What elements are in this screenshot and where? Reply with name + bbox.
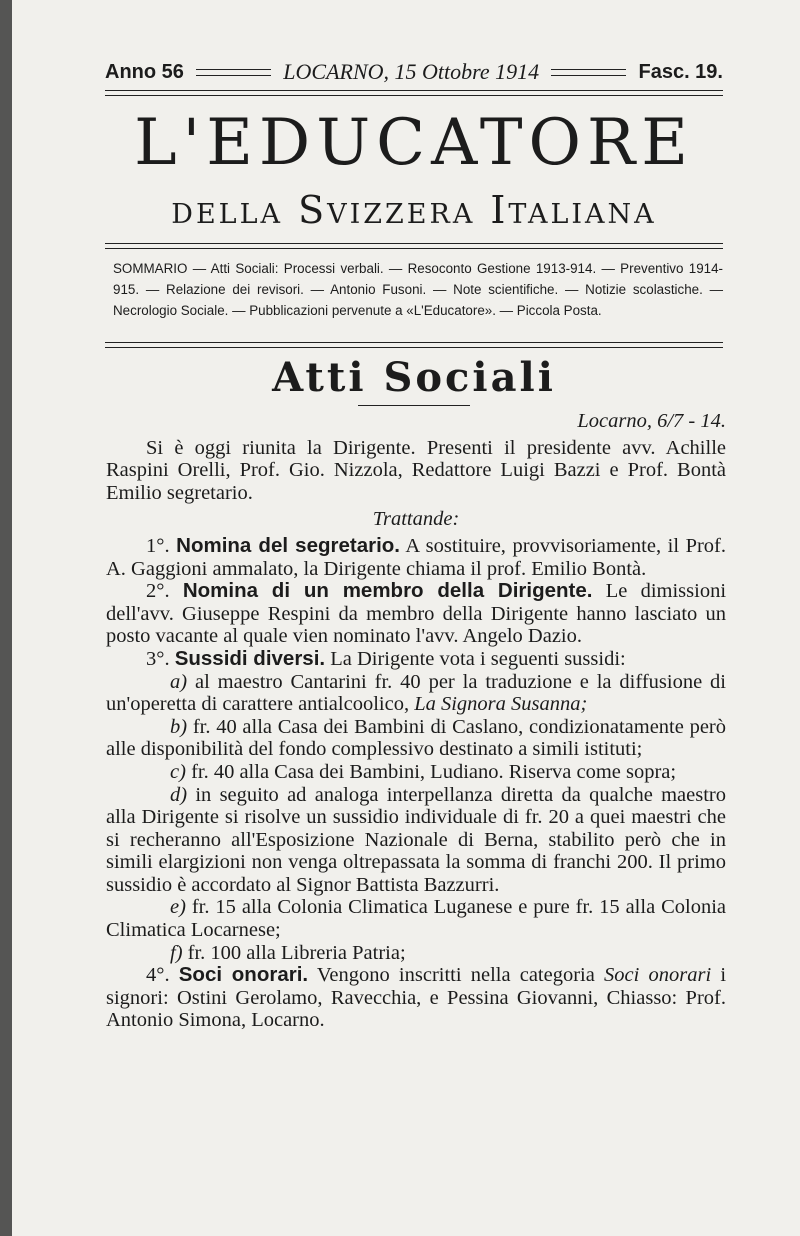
intro-paragraph: Si è oggi riunita la Dirigente. Presenti il presidente avv. Achille Raspini Orelli, Prof. Gio. Nizzola, Redattore Luigi Bazzi e Prof. Bontà Emilio segretario. xyxy=(106,436,726,504)
page-edge-shadow xyxy=(0,0,12,1236)
masthead-divider xyxy=(105,90,723,96)
subsidy-d: d) in seguito ad analoga interpellanza diretta da qualche maestro alla Dirigente si risolve un sussidio individuale di fr. 20 a quei maestri che si recheranno all'Esposizione Nazionale di Berna, stabilito però che in simili elargizioni non venga oltrepassata la somma di franchi 200. Il primo sussidio è accordato al Signor Battista Bazzurri. xyxy=(106,783,727,896)
masthead-rule-right xyxy=(551,69,626,76)
journal-subtitle: della Svizzera Italiana xyxy=(171,188,657,232)
subsidy-f: f) fr. 100 alla Libreria Patria; xyxy=(170,941,406,964)
subsidy-a: a) al maestro Cantarini fr. 40 per la traduzione e la diffusione di un'operetta di carattere antialcoolico, La Signora Susanna; xyxy=(106,670,727,716)
agenda-item-2: 2°. Nomina di un membro della Dirigente. Le dimissioni dell'avv. Giuseppe Respini da membro della Dirigente hanno lasciato un posto vacante al quale vien nominato l'avv. Angelo Dazio. xyxy=(106,579,727,648)
journal-title: L'EDUCATORE xyxy=(134,106,694,180)
place-date: LOCARNO, 15 Ottobre 1914 xyxy=(283,59,540,84)
issue-number: Fasc. 19. xyxy=(638,60,723,83)
subsidy-e: e) fr. 15 alla Colonia Climatica Luganese e pure fr. 15 alla Colonia Climatica Locarnese; xyxy=(106,896,726,942)
agenda-item-3: 3°. Sussidi diversi. La Dirigente vota i seguenti sussidi: xyxy=(146,646,626,670)
subsidy-b: b) fr. 40 alla Casa dei Bambini di Caslano, condizionatamente però alle disponibilità del fondo complessivo destinato a simili istituti; xyxy=(106,715,726,761)
issue-year: Anno 56 xyxy=(105,60,184,83)
agenda-heading: Trattande: xyxy=(372,508,460,531)
dateline: Locarno, 6/7 - 14. xyxy=(577,410,726,432)
masthead-rule-left xyxy=(196,69,271,76)
summary-divider xyxy=(105,342,723,348)
article-body xyxy=(106,410,726,1032)
section-underline xyxy=(358,405,470,406)
title-divider xyxy=(105,243,723,249)
masthead-line xyxy=(105,58,723,86)
subsidy-c: c) fr. 40 alla Casa dei Bambini, Ludiano. Riserva come sopra; xyxy=(170,760,677,783)
agenda-item-1: 1°. Nomina del segretario. A sostituire, provvisoriamente, il Prof. A. Gaggioni ammalato, la Dirigente chiama il prof. Emilio Bontà. xyxy=(106,533,726,580)
section-title: Atti Sociali xyxy=(272,354,556,401)
agenda-item-4: 4°. Soci onorari. Vengono inscritti nella categoria Soci onorari i signori: Ostini Gerolamo, Ravecchia, e Pessina Giovanni, Chiasso: Prof. Antonio Simona, Locarno. xyxy=(106,963,727,1032)
table-of-contents: SOMMARIO — Atti Sociali: Processi verbali. — Resoconto Gestione 1913-914. — Preventivo 1914-915. — Relazione dei revisori. — Antonio Fusoni. — Note scientifiche. — Notizie scolastiche. — Necrologio Sociale. — Pubblicazioni pervenute a «L'Educatore». — Piccola Posta. xyxy=(113,261,723,318)
